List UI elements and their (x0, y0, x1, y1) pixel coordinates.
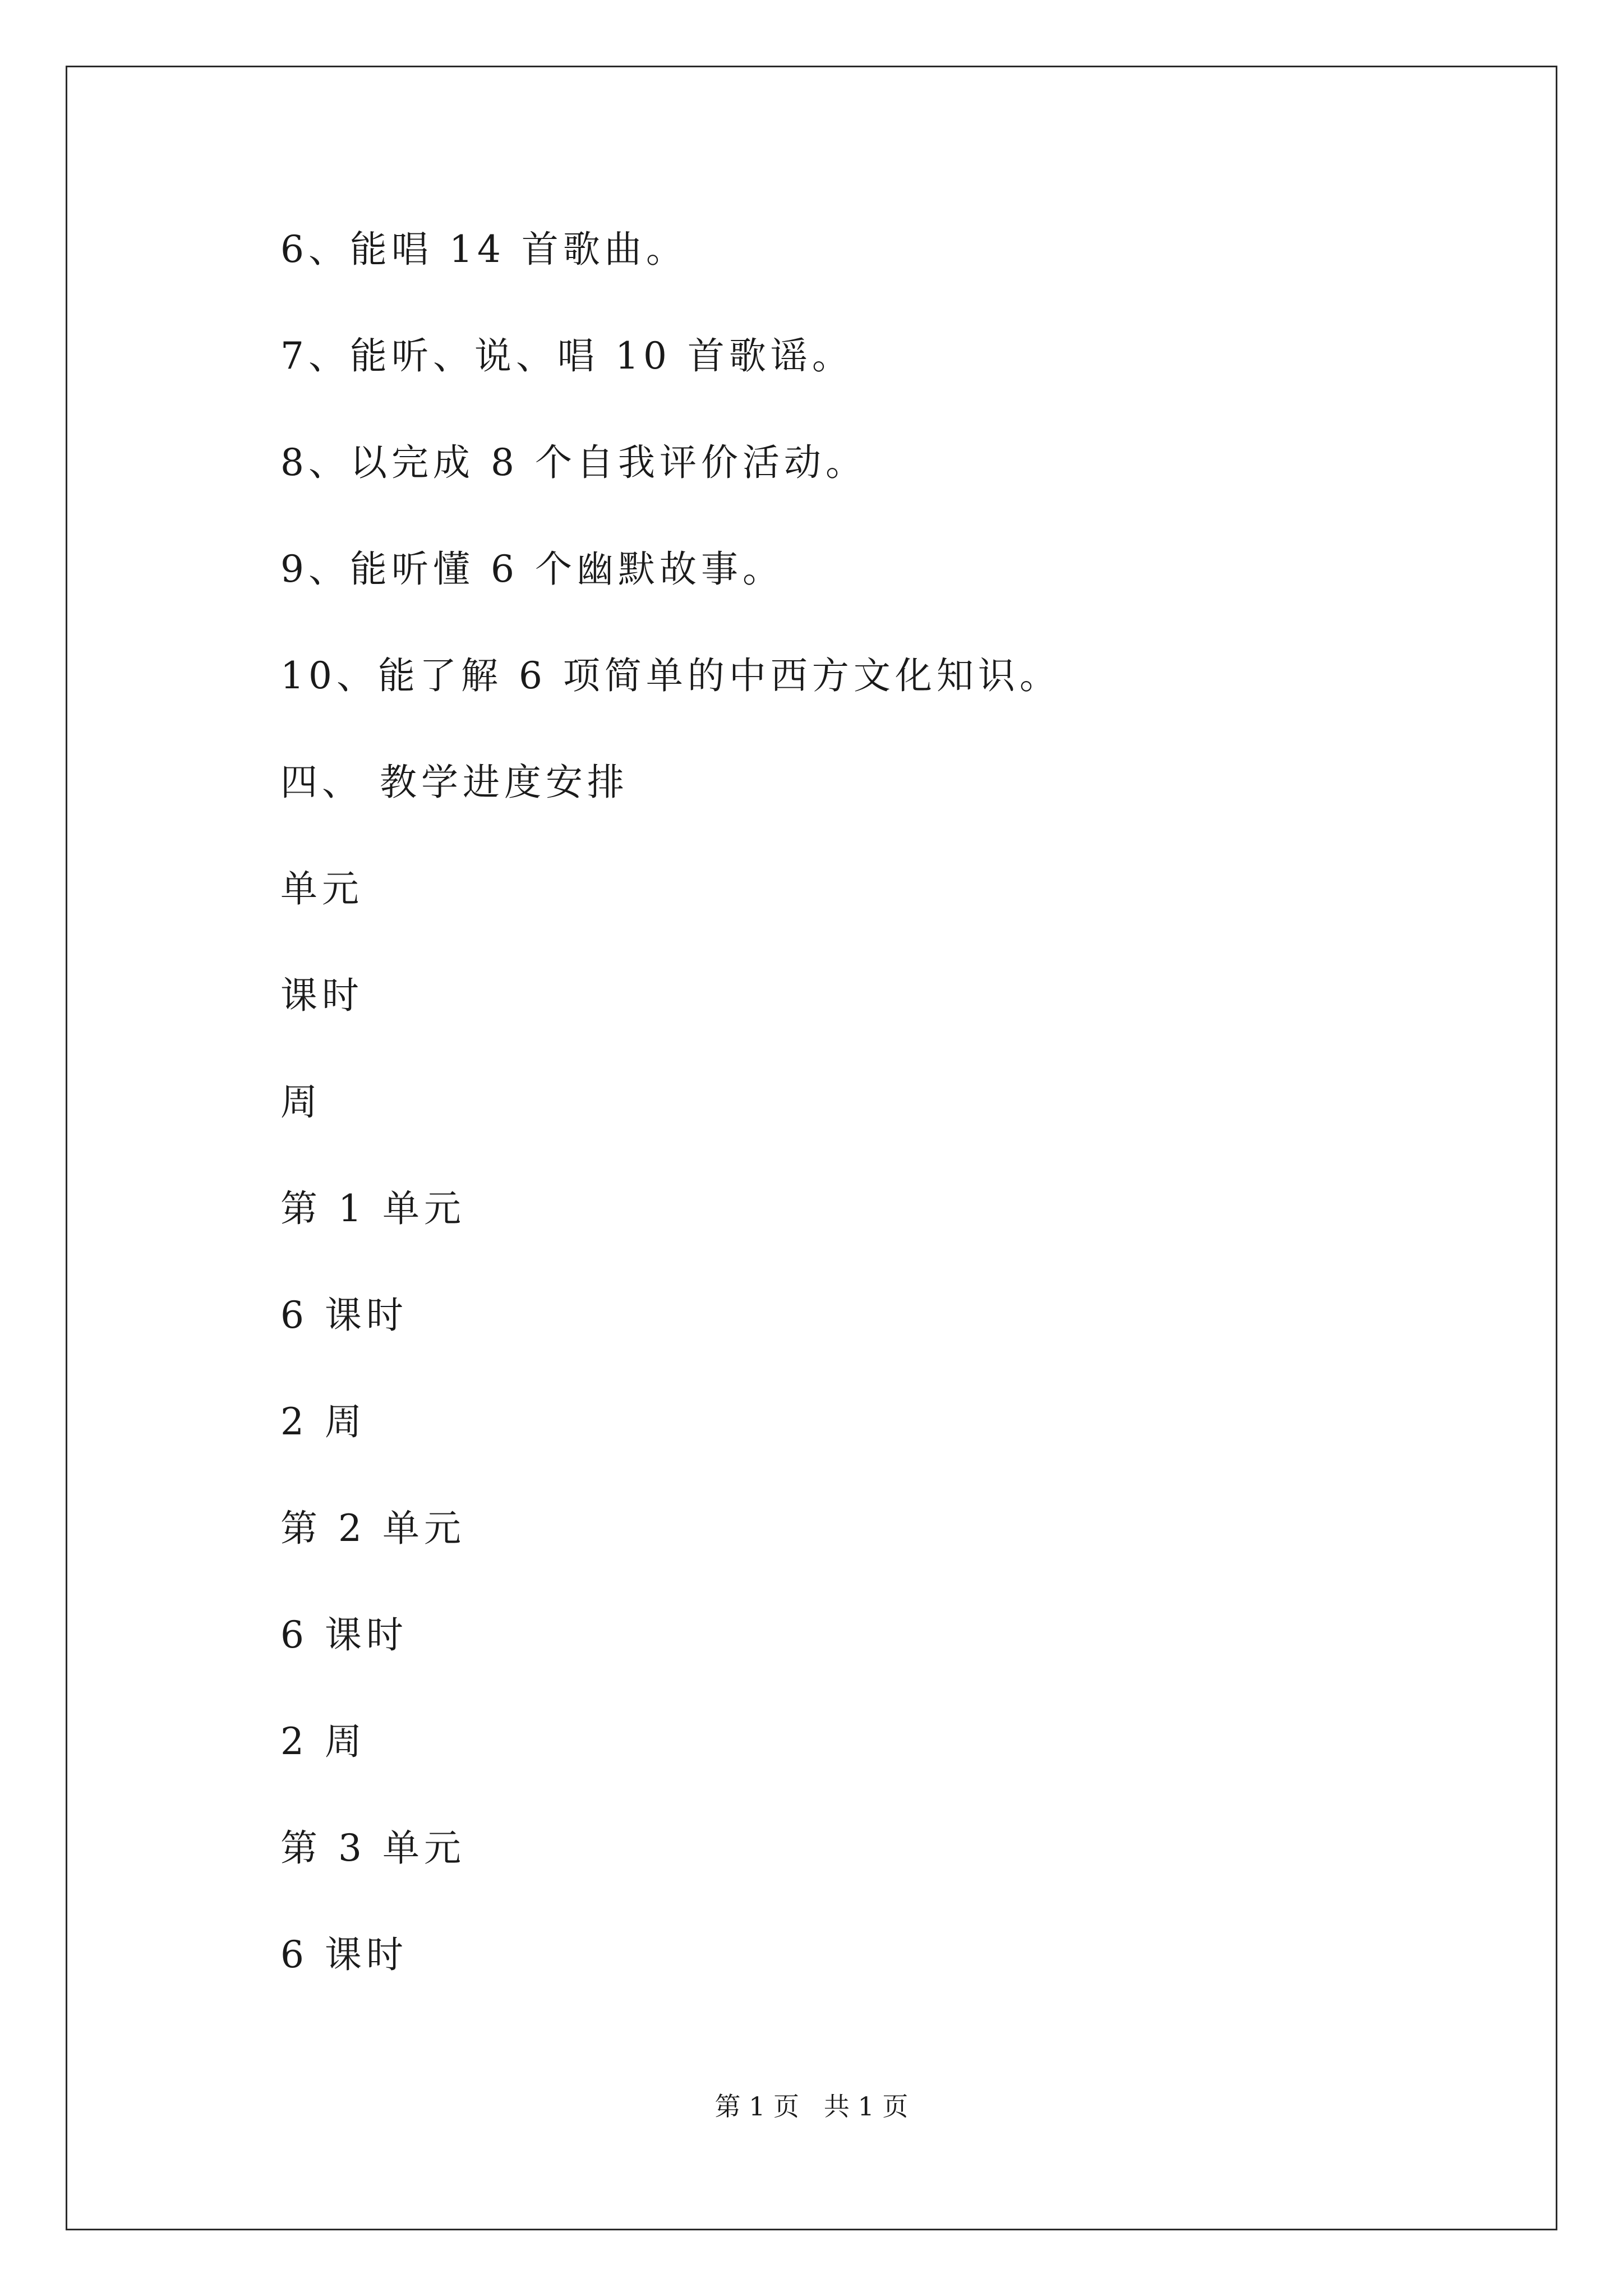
section-heading: 四、 教学进度安排 (280, 761, 629, 804)
schedule-weeks-2: 2 周 (280, 1720, 366, 1763)
table-header-hours: 课时 (280, 974, 363, 1017)
table-header-weeks: 周 (280, 1080, 322, 1124)
schedule-hours-1: 6 课时 (280, 1294, 408, 1337)
schedule-unit-3: 第 3 单元 (280, 1826, 465, 1870)
goal-item-6: 6、能唱 14 首歌曲。 (280, 228, 688, 271)
goal-item-9: 9、能听懂 6 个幽默故事。 (280, 547, 784, 591)
schedule-unit-1: 第 1 单元 (280, 1187, 465, 1230)
document-body (280, 222, 1514, 2033)
schedule-hours-2: 6 课时 (280, 1613, 408, 1657)
table-header-unit: 单元 (280, 867, 363, 910)
schedule-hours-3: 6 课时 (280, 1933, 408, 1976)
goal-item-8: 8、以完成 8 个自我评价活动。 (280, 441, 867, 484)
goal-item-10: 10、能了解 6 项简单的中西方文化知识。 (280, 654, 1061, 697)
schedule-weeks-1: 2 周 (280, 1400, 366, 1443)
page-footer: 第 1 页 共 1 页 (714, 2091, 909, 2122)
schedule-unit-2: 第 2 单元 (280, 1507, 465, 1550)
goal-item-7: 7、能听、说、唱 10 首歌谣。 (280, 334, 854, 378)
